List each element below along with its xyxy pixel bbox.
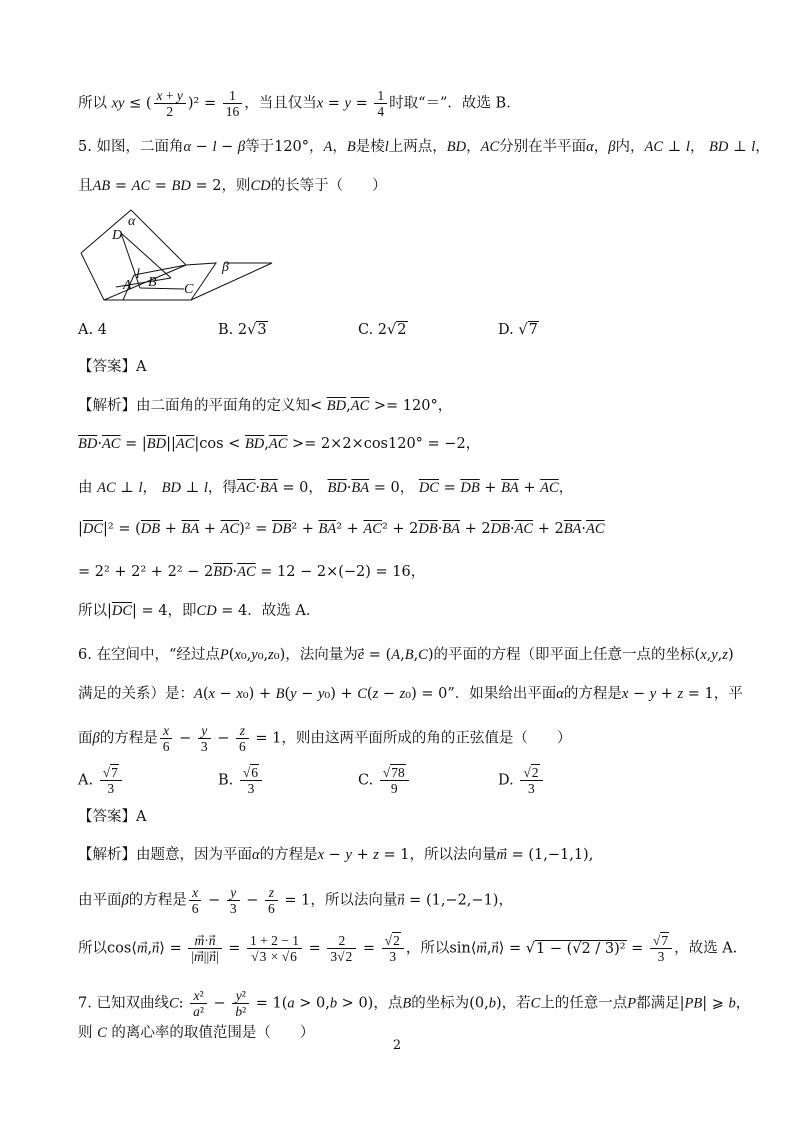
q6-answer: 【答案】A (78, 809, 147, 825)
q6-sol-3: 所以cos⟨m⃗,n⃗⟩ = $\frac{m⃗\cdot n}{|m⃗||n⃗|}$ = $\frac{1 + 2 - 1}{√3 \times √6}$ = $\frac{2}{3√2}$ = $\frac{√2}{3}$ ，所以sin⟨m⃗,n⃗⟩ = √1 − (√2 / 3)² = $\frac{√7}{3}$ ，故选 A. (78, 933, 738, 964)
q6-sol-2: 由平面β的方程是 $\frac{x}{6}$ − $\frac{y}{3}$ − $\frac{z}{6}$ = 1，所以法向量n⃗ = (1,−2,−1)， (78, 885, 513, 916)
line-1: 所以 xy ≤ ( $\frac{x + y}{2}$ )² = $\frac{1}{16}$ ，当且仅当x = y = $\frac{1}{4}$ 时取“＝”．故选 B． (78, 88, 521, 119)
page-number: 2 (392, 1038, 402, 1053)
q5-option-b: B. 2√3 (218, 322, 267, 338)
q6-option-a: A. $\frac{√7}{3}$ (78, 765, 124, 796)
q6-stem-1: 6. 在空间中，“经过点P(x₀,y₀,z₀)，法向量为e⃗ = (A,B,C)的平面的方程（即平面上任意一点的坐标(x,y,z) (78, 647, 734, 663)
q5-sol-6: 所以$|\overline{DC}| = 4$，即CD = 4．故选 A． (78, 603, 321, 619)
q5-sol-5: = $2^2 + 2^2 + 2^2 - 2\overline{BD}\cdot\overline{AC} = 12 - 2\times(-2) = 16$， (78, 564, 426, 580)
label-alpha: α (128, 214, 136, 229)
q7-stem-2: 则 C 的离心率的取值范围是（ ） (78, 1025, 315, 1041)
q5-option-c: C. 2√2 (358, 322, 407, 338)
q7-stem-1: 7. 已知双曲线C: $\frac{\text{x²}}{\text{a²}}$ − $\frac{\text{y²}}{\text{b²}}$ = 1(a > 0,b > 0)，点B的坐标为(0,b)，若C上的任意一点P都满足|PB| ⩾ b， (78, 988, 751, 1019)
q6-option-c: C. $\frac{√78}{9}$ (358, 765, 411, 796)
q6-stem-2: 满足的关系）是：A(x − x₀) + B(y − y₀) + C(z − z₀) = 0”．如果给出平面α的方程是x − y + z = 1，平 (78, 686, 743, 702)
q6-stem-3: 面β的方程是 $\frac{x}{6}$ − $\frac{y}{3}$ − $\frac{z}{6}$ = 1，则由这两平面所成的角的正弦值是（ ） (78, 723, 572, 754)
q5-stem-2: 且AB = AC = BD = 2，则CD的长等于（ ） (78, 178, 387, 194)
dihedral-figure (76, 205, 276, 309)
q5-stem-1: 5. 如图，二面角α − l − β等于120°，A，B是棱l上两点，BD，AC分别在半平面α，β内，AC ⊥ l， BD ⊥ l， (78, 139, 770, 155)
q6-option-b: B. $\frac{√6}{3}$ (218, 765, 264, 796)
q5-sol-3: 由 AC ⊥ l， BD ⊥ l，得$\overline{AC}\cdot\overline{BA} = 0$， $\overline{BD}\cdot\overline{BA} = 0$， $\overline{DC} = \overline{DB} + \overline{BA} + \overline{AC}$， (78, 480, 574, 496)
label-d: D (112, 228, 123, 243)
q5-option-d: D. √7 (498, 322, 538, 338)
q5-sol-1: 【解析】由二面角的平面角的定义知< $\overline{BD},\overline{AC} >= 120^\circ$， (78, 398, 453, 414)
label-l: l (136, 267, 140, 282)
label-a: A (123, 278, 132, 293)
q5-option-a: A. 4 (78, 322, 107, 338)
q5-answer: 【答案】A (78, 359, 147, 375)
q5-sol-4: $|\overline{DC}|^2 = (\overline{DB} + \overline{BA} + \overline{AC})^2 = \overline{DB}^2 + \overline{BA}^2 + \overline{AC}^2 + 2\overline{DB}\cdot\overline{BA} + 2\overline{DB}\cdot\overline{AC} + 2\overline{BA}\cdot\overline{AC}$ (78, 521, 605, 537)
label-c: C (184, 282, 194, 297)
q5-sol-2: $\overline{BD}\cdot\overline{AC} = |\overline{BD}||\overline{AC}|\cos < \overline{BD},\overline{AC} >= 2\times 2\times\cos 120^\circ = -2$， (78, 436, 481, 452)
label-b: B (148, 275, 157, 290)
q6-sol-1: 【解析】由题意，因为平面α的方程是x − y + z = 1，所以法向量m⃗ = (1,−1,1), (78, 847, 594, 863)
label-beta: β (222, 260, 229, 275)
q6-option-d: D. $\frac{√2}{3}$ (498, 765, 545, 796)
